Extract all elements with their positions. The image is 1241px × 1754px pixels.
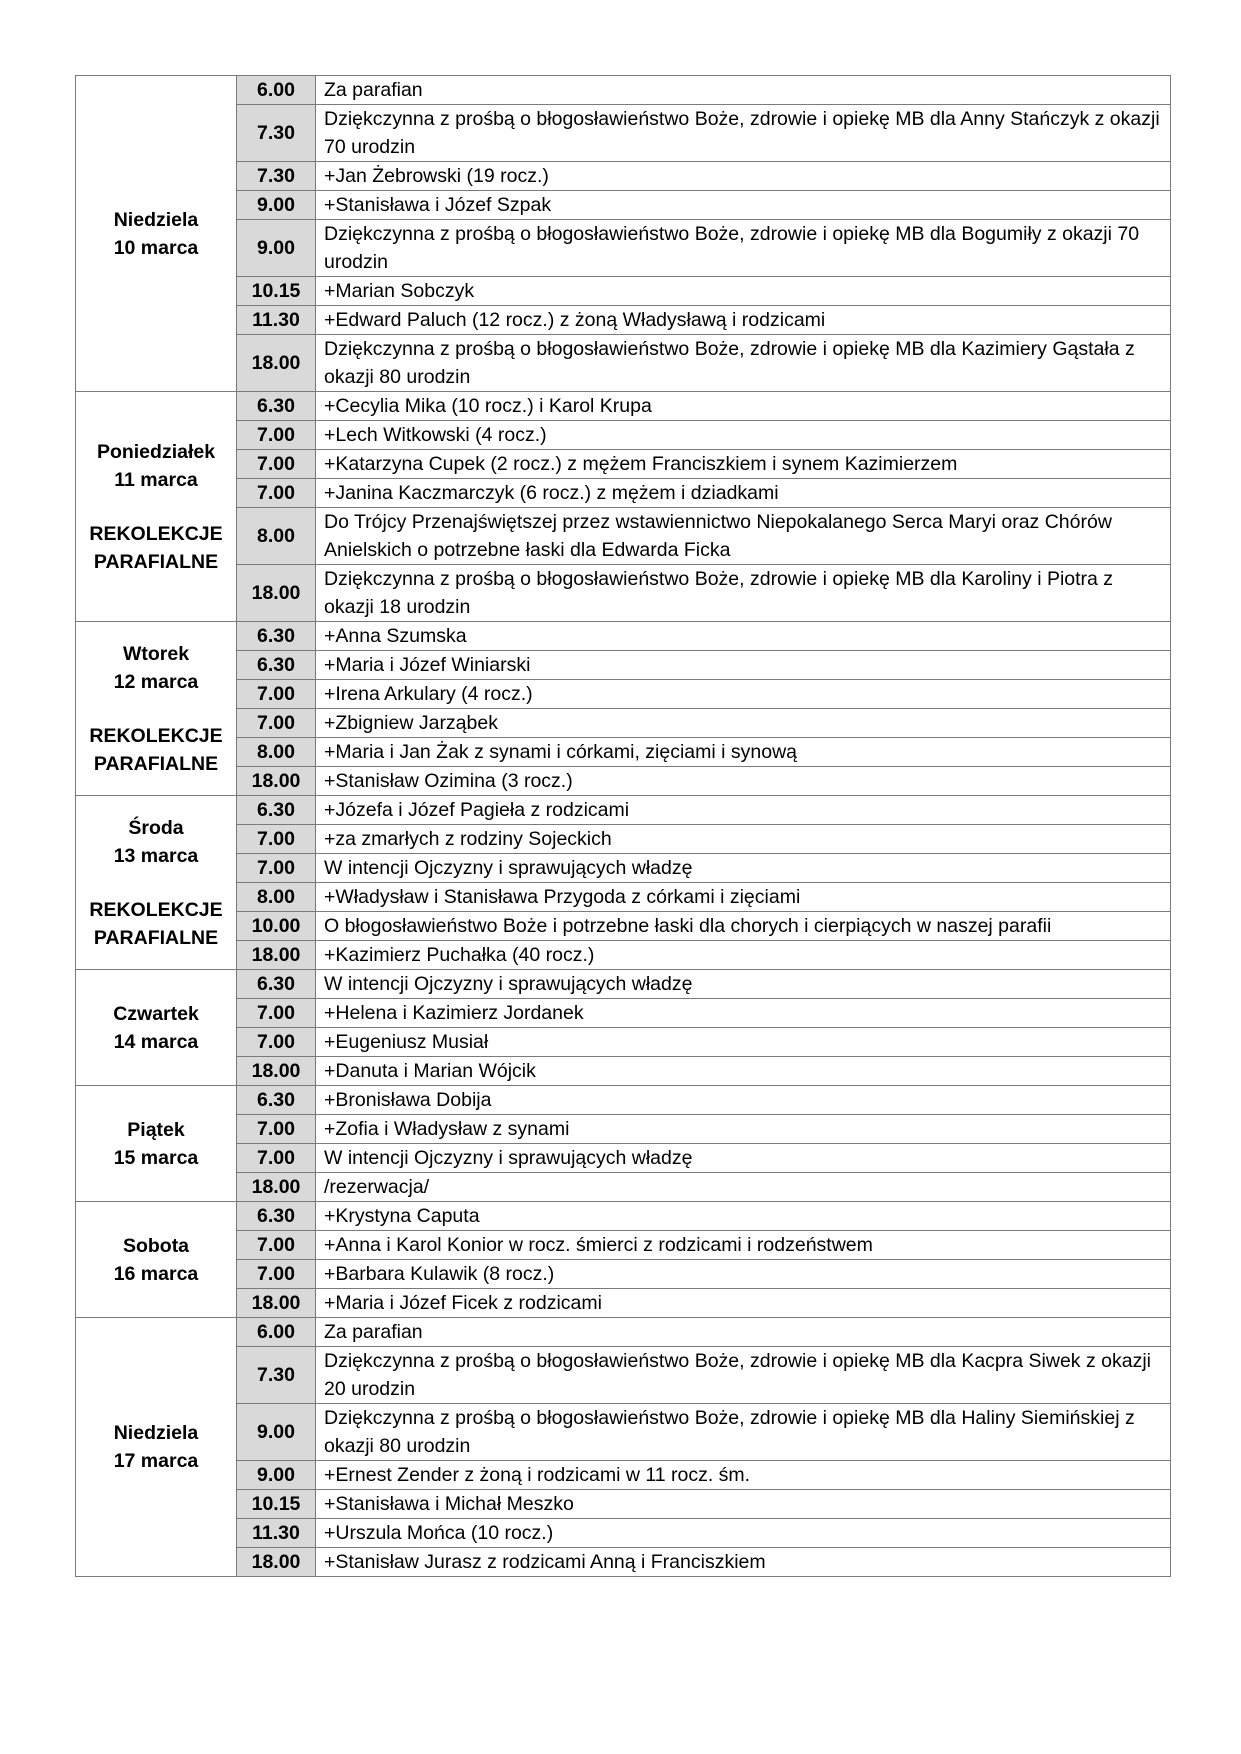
mass-row (76, 767, 1171, 796)
mass-row (76, 277, 1171, 306)
mass-time: 11.30 (237, 1519, 316, 1548)
mass-row (76, 1461, 1171, 1490)
day-name: Środa (128, 816, 184, 839)
mass-time: 18.00 (237, 1057, 316, 1086)
mass-time: 7.00 (237, 479, 316, 508)
mass-intention: +Krystyna Caputa (316, 1202, 1171, 1231)
mass-intention: +Zbigniew Jarząbek (316, 709, 1171, 738)
mass-row (76, 796, 1171, 825)
mass-time: 8.00 (237, 883, 316, 912)
mass-time: 7.00 (237, 854, 316, 883)
mass-time: 18.00 (237, 941, 316, 970)
day-date: 12 marca (113, 670, 199, 693)
retreat-note: PARAFIALNE (93, 926, 219, 949)
mass-row (76, 105, 1171, 162)
mass-time: 18.00 (237, 335, 316, 392)
retreat-note: PARAFIALNE (93, 550, 219, 573)
mass-row (76, 450, 1171, 479)
mass-intention: +Józefa i Józef Pagieła z rodzicami (316, 796, 1171, 825)
mass-intention: +Zofia i Władysław z synami (316, 1115, 1171, 1144)
mass-time: 7.00 (237, 999, 316, 1028)
mass-row (76, 825, 1171, 854)
mass-time: 6.30 (237, 651, 316, 680)
day-cell (76, 970, 237, 1086)
mass-intention: Dziękczynna z prośbą o błogosławieństwo Boże, zdrowie i opiekę MB dla Kacpra Siwek z okazji 20 urodzin (316, 1347, 1171, 1404)
day-name: Sobota (122, 1234, 190, 1257)
mass-time: 7.30 (237, 1347, 316, 1404)
mass-time: 9.00 (237, 1461, 316, 1490)
mass-intention: +za zmarłych z rodziny Sojeckich (316, 825, 1171, 854)
day-date: 15 marca (113, 1146, 199, 1169)
mass-intention: +Maria i Jan Żak z synami i córkami, zięciami i synową (316, 738, 1171, 767)
mass-time: 6.00 (237, 76, 316, 105)
mass-row (76, 1347, 1171, 1404)
mass-row (76, 1028, 1171, 1057)
mass-intention: Dziękczynna z prośbą o błogosławieństwo Boże, zdrowie i opiekę MB dla Haliny Siemińskiej z okazji 80 urodzin (316, 1404, 1171, 1461)
mass-intention: +Stanisław Ozimina (3 rocz.) (316, 767, 1171, 796)
mass-intention: +Władysław i Stanisława Przygoda z córkami i zięciami (316, 883, 1171, 912)
mass-intention: +Bronisława Dobija (316, 1086, 1171, 1115)
mass-time: 10.00 (237, 912, 316, 941)
mass-row (76, 912, 1171, 941)
mass-row (76, 392, 1171, 421)
mass-intention: W intencji Ojczyzny i sprawujących władzę (316, 970, 1171, 999)
mass-time: 7.00 (237, 1260, 316, 1289)
mass-row (76, 76, 1171, 105)
mass-intention: Dziękczynna z prośbą o błogosławieństwo Boże, zdrowie i opiekę MB dla Karoliny i Piotra z okazji 18 urodzin (316, 565, 1171, 622)
mass-row (76, 1057, 1171, 1086)
mass-time: 7.00 (237, 709, 316, 738)
mass-intention: +Jan Żebrowski (19 rocz.) (316, 162, 1171, 191)
mass-time: 6.30 (237, 622, 316, 651)
day-date: 16 marca (113, 1262, 199, 1285)
mass-intention: +Barbara Kulawik (8 rocz.) (316, 1260, 1171, 1289)
mass-intention: +Anna Szumska (316, 622, 1171, 651)
retreat-note: REKOLEKCJE (89, 724, 223, 747)
mass-row (76, 421, 1171, 450)
mass-time: 7.00 (237, 421, 316, 450)
mass-intention: O błogosławieństwo Boże i potrzebne łaski dla chorych i cierpiących w naszej parafii (316, 912, 1171, 941)
day-name: Poniedziałek (96, 440, 216, 463)
day-cell (76, 622, 237, 796)
mass-intention: +Irena Arkulary (4 rocz.) (316, 680, 1171, 709)
day-name: Niedziela (113, 208, 199, 231)
mass-row (76, 1173, 1171, 1202)
mass-row (76, 1144, 1171, 1173)
mass-time: 7.00 (237, 1231, 316, 1260)
mass-intention: +Stanisława i Józef Szpak (316, 191, 1171, 220)
mass-intention: +Lech Witkowski (4 rocz.) (316, 421, 1171, 450)
mass-row (76, 680, 1171, 709)
mass-time: 8.00 (237, 738, 316, 767)
mass-time: 7.00 (237, 450, 316, 479)
mass-time: 6.30 (237, 392, 316, 421)
mass-intention: Za parafian (316, 76, 1171, 105)
mass-time: 18.00 (237, 1173, 316, 1202)
mass-row (76, 1260, 1171, 1289)
mass-time: 9.00 (237, 1404, 316, 1461)
mass-time: 7.00 (237, 1115, 316, 1144)
mass-intention: Dziękczynna z prośbą o błogosławieństwo Boże, zdrowie i opiekę MB dla Kazimiery Gąstała z okazji 80 urodzin (316, 335, 1171, 392)
mass-intention: +Katarzyna Cupek (2 rocz.) z mężem Franciszkiem i synem Kazimierzem (316, 450, 1171, 479)
mass-time: 7.30 (237, 162, 316, 191)
mass-row (76, 191, 1171, 220)
mass-schedule-body (76, 76, 1171, 1577)
mass-intention: Za parafian (316, 1318, 1171, 1347)
mass-row (76, 162, 1171, 191)
mass-time: 6.30 (237, 1086, 316, 1115)
mass-time: 6.00 (237, 1318, 316, 1347)
mass-intention: +Urszula Mońca (10 rocz.) (316, 1519, 1171, 1548)
mass-time: 7.00 (237, 680, 316, 709)
mass-time: 10.15 (237, 277, 316, 306)
mass-row (76, 479, 1171, 508)
day-date: 10 marca (113, 236, 199, 259)
mass-row (76, 999, 1171, 1028)
mass-row (76, 941, 1171, 970)
mass-row (76, 1404, 1171, 1461)
mass-time: 6.30 (237, 796, 316, 825)
mass-intention: +Marian Sobczyk (316, 277, 1171, 306)
day-date: 11 marca (114, 468, 198, 491)
day-name: Niedziela (113, 1422, 199, 1444)
mass-time: 11.30 (237, 306, 316, 335)
day-note-gap (76, 696, 236, 722)
mass-time: 9.00 (237, 191, 316, 220)
day-name: Wtorek (122, 642, 190, 665)
mass-intention: Dziękczynna z prośbą o błogosławieństwo Boże, zdrowie i opiekę MB dla Anny Stańczyk z okazji 70 urodzin (316, 105, 1171, 162)
mass-intention: W intencji Ojczyzny i sprawujących władzę (316, 1144, 1171, 1173)
mass-row (76, 1318, 1171, 1347)
mass-time: 7.00 (237, 1144, 316, 1173)
day-name: Czwartek (113, 1002, 199, 1025)
mass-intention: W intencji Ojczyzny i sprawujących władzę (316, 854, 1171, 883)
mass-row (76, 970, 1171, 999)
mass-intention: +Anna i Karol Konior w rocz. śmierci z rodzicami i rodzeństwem (316, 1231, 1171, 1260)
mass-row (76, 1231, 1171, 1260)
mass-row (76, 1086, 1171, 1115)
mass-time: 18.00 (237, 1548, 316, 1577)
mass-row (76, 622, 1171, 651)
day-note-gap (76, 870, 236, 896)
mass-row (76, 220, 1171, 277)
mass-row (76, 1115, 1171, 1144)
mass-time: 7.00 (237, 1028, 316, 1057)
mass-row (76, 651, 1171, 680)
mass-row (76, 508, 1171, 565)
day-cell (76, 392, 237, 622)
mass-intention: /rezerwacja/ (316, 1173, 1171, 1202)
mass-row (76, 335, 1171, 392)
mass-intention: Dziękczynna z prośbą o błogosławieństwo Boże, zdrowie i opiekę MB dla Bogumiły z okazji 70 urodzin (316, 220, 1171, 277)
mass-time: 7.30 (237, 105, 316, 162)
mass-intention: +Cecylia Mika (10 rocz.) i Karol Krupa (316, 392, 1171, 421)
mass-time: 8.00 (237, 508, 316, 565)
mass-time: 18.00 (237, 767, 316, 796)
day-name: Piątek (127, 1118, 185, 1141)
retreat-note: PARAFIALNE (93, 752, 219, 775)
mass-intention: +Kazimierz Puchałka (40 rocz.) (316, 941, 1171, 970)
mass-intention: +Maria i Józef Ficek z rodzicami (316, 1289, 1171, 1318)
mass-row (76, 738, 1171, 767)
mass-row (76, 709, 1171, 738)
mass-row (76, 1202, 1171, 1231)
mass-time: 7.00 (237, 825, 316, 854)
retreat-note: REKOLEKCJE (89, 898, 223, 921)
mass-intention: +Ernest Zender z żoną i rodzicami w 11 rocz. śm. (316, 1461, 1171, 1490)
mass-time: 18.00 (237, 1289, 316, 1318)
retreat-note: REKOLEKCJE (89, 522, 223, 545)
mass-intention: Do Trójcy Przenajświętszej przez wstawiennictwo Niepokalanego Serca Maryi oraz Chórów Anielskich o potrzebne łaski dla Edwarda Ficka (316, 508, 1171, 565)
mass-row (76, 1490, 1171, 1519)
mass-intention: +Edward Paluch (12 rocz.) z żoną Władysławą i rodzicami (316, 306, 1171, 335)
mass-schedule-table (75, 75, 1171, 1577)
mass-intention: +Janina Kaczmarczyk (6 rocz.) z mężem i dziadkami (316, 479, 1171, 508)
mass-time: 9.00 (237, 220, 316, 277)
mass-row (76, 1548, 1171, 1577)
day-date: 13 marca (113, 844, 199, 867)
day-cell (76, 1202, 237, 1318)
mass-row (76, 883, 1171, 912)
mass-intention: +Maria i Józef Winiarski (316, 651, 1171, 680)
mass-intention: +Eugeniusz Musiał (316, 1028, 1171, 1057)
mass-row (76, 1519, 1171, 1548)
mass-row (76, 854, 1171, 883)
mass-intention: +Helena i Kazimierz Jordanek (316, 999, 1171, 1028)
mass-row (76, 1289, 1171, 1318)
day-date: 17 marca (113, 1450, 199, 1472)
mass-time: 6.30 (237, 1202, 316, 1231)
mass-row (76, 306, 1171, 335)
mass-intention: +Danuta i Marian Wójcik (316, 1057, 1171, 1086)
mass-time: 10.15 (237, 1490, 316, 1519)
day-cell (76, 1318, 237, 1577)
mass-time: 6.30 (237, 970, 316, 999)
day-cell (76, 1086, 237, 1202)
day-cell (76, 796, 237, 970)
mass-intention: +Stanisława i Michał Meszko (316, 1490, 1171, 1519)
day-cell (76, 76, 237, 392)
day-date: 14 marca (113, 1030, 199, 1053)
mass-row (76, 565, 1171, 622)
day-note-gap (76, 494, 236, 520)
mass-time: 18.00 (237, 565, 316, 622)
mass-intention: +Stanisław Jurasz z rodzicami Anną i Franciszkiem (316, 1548, 1171, 1577)
